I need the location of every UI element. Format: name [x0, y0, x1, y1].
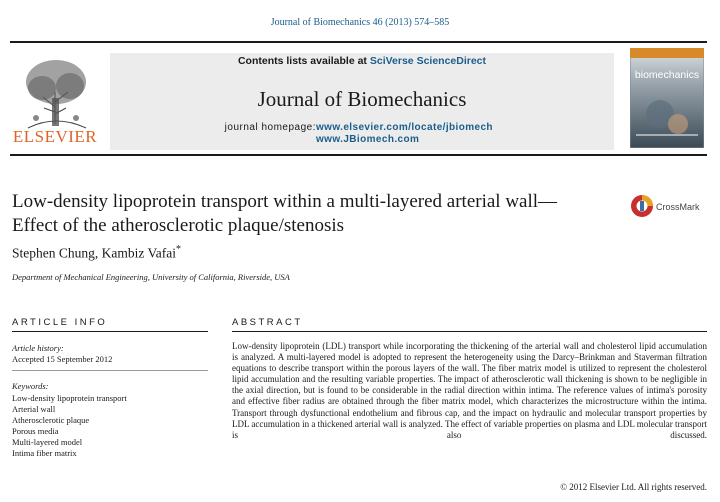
- homepage-link-jbiomech[interactable]: www.JBiomech.com: [316, 134, 420, 145]
- article-history-label: Article history:: [12, 343, 64, 353]
- keyword-item: Arterial wall: [12, 403, 56, 414]
- abstract-heading: ABSTRACT: [232, 317, 303, 328]
- keyword-item: Multi-layered model: [12, 436, 83, 447]
- journal-citation[interactable]: Journal of Biomechanics 46 (2013) 574–585: [270, 17, 450, 28]
- header-bottom-rule: [10, 154, 707, 156]
- abstract-rule: [232, 331, 707, 332]
- elsevier-wordmark: ELSEVIER: [12, 127, 98, 146]
- article-info-rule: [12, 331, 208, 332]
- sciencedirect-link[interactable]: SciVerse ScienceDirect: [369, 55, 487, 67]
- journal-cover-thumbnail[interactable]: [630, 48, 704, 148]
- affiliation: Department of Mechanical Engineering, University of California, Riverside, USA: [12, 272, 290, 282]
- keywords-label: Keywords:: [12, 381, 49, 391]
- keyword-item: Atherosclerotic plaque: [12, 414, 90, 425]
- accepted-date: Accepted 15 September 2012: [12, 354, 113, 364]
- keywords-list: [12, 393, 127, 458]
- crossmark-badge[interactable]: [630, 193, 710, 221]
- contents-prefix: Contents lists available at: [237, 55, 370, 67]
- journal-name: Journal of Biomechanics: [257, 87, 467, 111]
- author-names[interactable]: Stephen Chung, Kambiz Vafai: [12, 245, 176, 261]
- corresponding-author-mark[interactable]: *: [175, 244, 181, 255]
- abstract-body: Low-density lipoprotein (LDL) transport while incorporating the thickening of the arterial wall and cholesterol lipid accumulation is analyzed. A multi-layered model is adopted to represent the heterogeneity using the Darcy–Brinkman and Staverman filtration equations to describe transport within the porous layers of the wall. The fiber matrix model is utilized to represent the cholesterol lipid accumulation and the resulting variable properties. The impact of atherosclerotic wall thickening is shown to be negligible in the axial direction, but is found to be considerable in the radial direction within intima. The reference values of intima's porosity and effective fiber radius are obtained through the fiber matrix model, which characterizes the microstructure within the intima. Transport through dysfunctional endothelium and fibrous cap, and the impact on hydraulic and molecular transport properties by LDL accumulation in a thickened arterial wall is analyzed. The effect of variable properties on plasma and LDL molecular transport is also discussed.: [232, 341, 707, 440]
- author-list: [12, 244, 181, 262]
- header-top-rule: [10, 41, 707, 43]
- crossmark-label: CrossMark: [656, 202, 700, 212]
- keyword-item: Porous media: [12, 425, 59, 436]
- keyword-item: Intima fiber matrix: [12, 447, 77, 458]
- keyword-item: Low-density lipoprotein transport: [12, 393, 127, 403]
- contents-available-line: [110, 55, 614, 67]
- history-divider: [12, 370, 208, 371]
- article-info-heading: ARTICLE INFO: [12, 317, 108, 328]
- copyright-notice: © 2012 Elsevier Ltd. All rights reserved.: [560, 482, 707, 492]
- homepage-link-elsevier[interactable]: www.elsevier.com/locate/jbiomech: [316, 122, 493, 133]
- cover-title: biomechanics: [634, 69, 700, 81]
- homepage-label: journal homepage:: [224, 122, 316, 133]
- article-title: Low-density lipoprotein transport within a multi-layered arterial wall—Effect of the atherosclerotic plaque/stenosis: [12, 191, 558, 236]
